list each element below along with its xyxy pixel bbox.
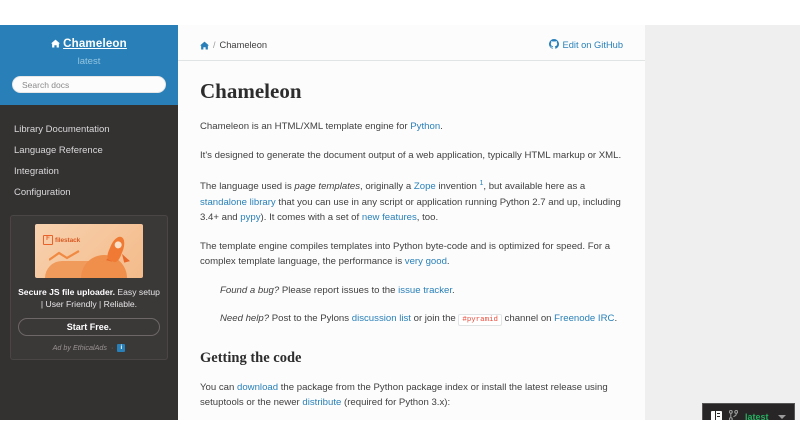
- main-content: [178, 25, 645, 420]
- p1-text-b: .: [440, 121, 443, 132]
- sidebar-item-integration[interactable]: Integration: [14, 166, 59, 177]
- link-very-good[interactable]: very good: [404, 256, 447, 268]
- section-heading-getting-the-code: Getting the code: [200, 349, 302, 366]
- ad-info-icon[interactable]: i: [117, 344, 125, 352]
- p3-text-a: The language used is: [200, 181, 295, 193]
- link-standalone-library[interactable]: standalone library: [200, 196, 276, 208]
- link-discussion-list[interactable]: discussion list: [351, 313, 411, 325]
- document-body: [178, 61, 645, 411]
- breadcrumb-trail: [200, 40, 267, 50]
- edit-on-github-link[interactable]: [549, 39, 623, 51]
- p3-text-d: , but available here as a: [483, 181, 586, 193]
- p3-emphasis: page templates: [294, 181, 361, 193]
- ad-headline-rest: Easy setup | User Friendly | Reliable.: [40, 287, 160, 309]
- ad-headline: [18, 286, 160, 310]
- note-need-help: [200, 311, 623, 329]
- ad-logo-text: filestack: [55, 236, 81, 244]
- github-icon: [549, 39, 559, 51]
- version-flyout-badge[interactable]: [702, 403, 795, 420]
- home-icon: [51, 38, 60, 52]
- paragraph-performance: [200, 239, 623, 270]
- link-freenode-irc[interactable]: Freenode IRC: [554, 313, 615, 325]
- note2-text-a: Post to the Pylons: [269, 313, 352, 325]
- ad-headline-bold: Secure JS file uploader.: [18, 287, 116, 297]
- ad-separator: ·: [110, 343, 114, 352]
- p4-text-a: The template engine compiles templates into Python byte-code and is optimized for speed. For a complex template language, the performance is: [200, 240, 611, 268]
- note2-text-b: or join the: [410, 313, 459, 325]
- sidebar-item-library-documentation[interactable]: Library Documentation: [14, 124, 110, 135]
- p5-text-b: the package from the Python package index or install the latest release using setuptools or the newer: [200, 381, 608, 409]
- p3-text-c: invention: [435, 181, 480, 193]
- sidebar-version-label: latest: [77, 56, 101, 67]
- link-python[interactable]: Python: [410, 121, 441, 132]
- sidebar-brand-label: Chameleon: [63, 38, 127, 50]
- sidebar-brand-link[interactable]: [51, 38, 127, 50]
- paragraph-language: [200, 176, 623, 226]
- note1-text-a: Please report issues to the: [279, 284, 399, 296]
- version-flyout-label: latest: [745, 411, 769, 420]
- p4-text-b: .: [446, 256, 450, 268]
- sidebar-item-configuration[interactable]: Configuration: [14, 187, 71, 198]
- page-title: Chameleon: [200, 79, 302, 103]
- breadcrumb: [178, 25, 645, 61]
- book-icon: [711, 411, 722, 421]
- ad-image: [35, 224, 143, 278]
- link-new-features[interactable]: new features: [361, 212, 417, 224]
- sidebar-search-form: [12, 76, 166, 93]
- documentation-viewport: [0, 25, 800, 420]
- link-zope[interactable]: Zope: [413, 181, 436, 193]
- note1-emphasis: Found a bug?: [220, 284, 280, 296]
- ad-logo-mark: F: [43, 235, 53, 245]
- edit-on-github-label: Edit on GitHub: [562, 40, 623, 50]
- p3-text-b: , originally a: [360, 181, 414, 193]
- ad-logo: [43, 235, 80, 245]
- sidebar-header: [0, 25, 178, 105]
- chevron-down-icon[interactable]: [778, 415, 786, 419]
- p5-text-a: You can: [200, 381, 237, 393]
- p3-text-f: ). It comes with a set of: [260, 212, 362, 224]
- branch-icon: [729, 408, 738, 421]
- ad-trail-line: [49, 250, 95, 262]
- link-download[interactable]: download: [237, 381, 279, 393]
- p1-text-a: Chameleon is an HTML/XML template engine for: [200, 121, 411, 132]
- breadcrumb-home-icon[interactable]: [200, 41, 209, 50]
- ad-attribution[interactable]: Ad by EthicalAds: [52, 343, 107, 352]
- link-pypy[interactable]: pypy: [240, 212, 261, 224]
- code-pyramid-channel: #pyramid: [458, 314, 501, 326]
- p5-text-c: (required for Python 3.x):: [341, 397, 451, 409]
- paragraph-designed: It's designed to generate the document output of a web application, typically HTML markup or XML.: [200, 149, 622, 161]
- breadcrumb-separator: /: [213, 40, 216, 50]
- sidebar-nav: [0, 105, 178, 203]
- paragraph-intro: [200, 119, 623, 135]
- breadcrumb-current: Chameleon: [219, 40, 268, 50]
- link-issue-tracker[interactable]: issue tracker: [398, 284, 452, 296]
- note1-text-b: .: [452, 284, 455, 296]
- note-found-a-bug: [200, 283, 623, 299]
- sidebar-item-language-reference[interactable]: Language Reference: [14, 145, 103, 156]
- note2-text-c: channel on: [501, 313, 555, 325]
- ad-footer: [18, 343, 160, 352]
- note2-emphasis: Need help?: [220, 313, 270, 325]
- sidebar: [0, 25, 178, 420]
- ad-cta-button[interactable]: Start Free.: [18, 318, 160, 336]
- link-distribute[interactable]: distribute: [302, 397, 342, 409]
- p3-text-e: that you can use in any script or application running Python 2.7 and up, including 3.4+ and: [200, 196, 621, 224]
- note2-text-d: .: [614, 313, 618, 325]
- ad-rocket-fin-right: [122, 252, 130, 262]
- search-input[interactable]: [12, 76, 166, 93]
- paragraph-download: [200, 380, 623, 411]
- p3-text-g: , too.: [416, 212, 439, 224]
- footnote-link-1[interactable]: 1: [479, 180, 484, 187]
- sidebar-advertisement[interactable]: [10, 215, 168, 360]
